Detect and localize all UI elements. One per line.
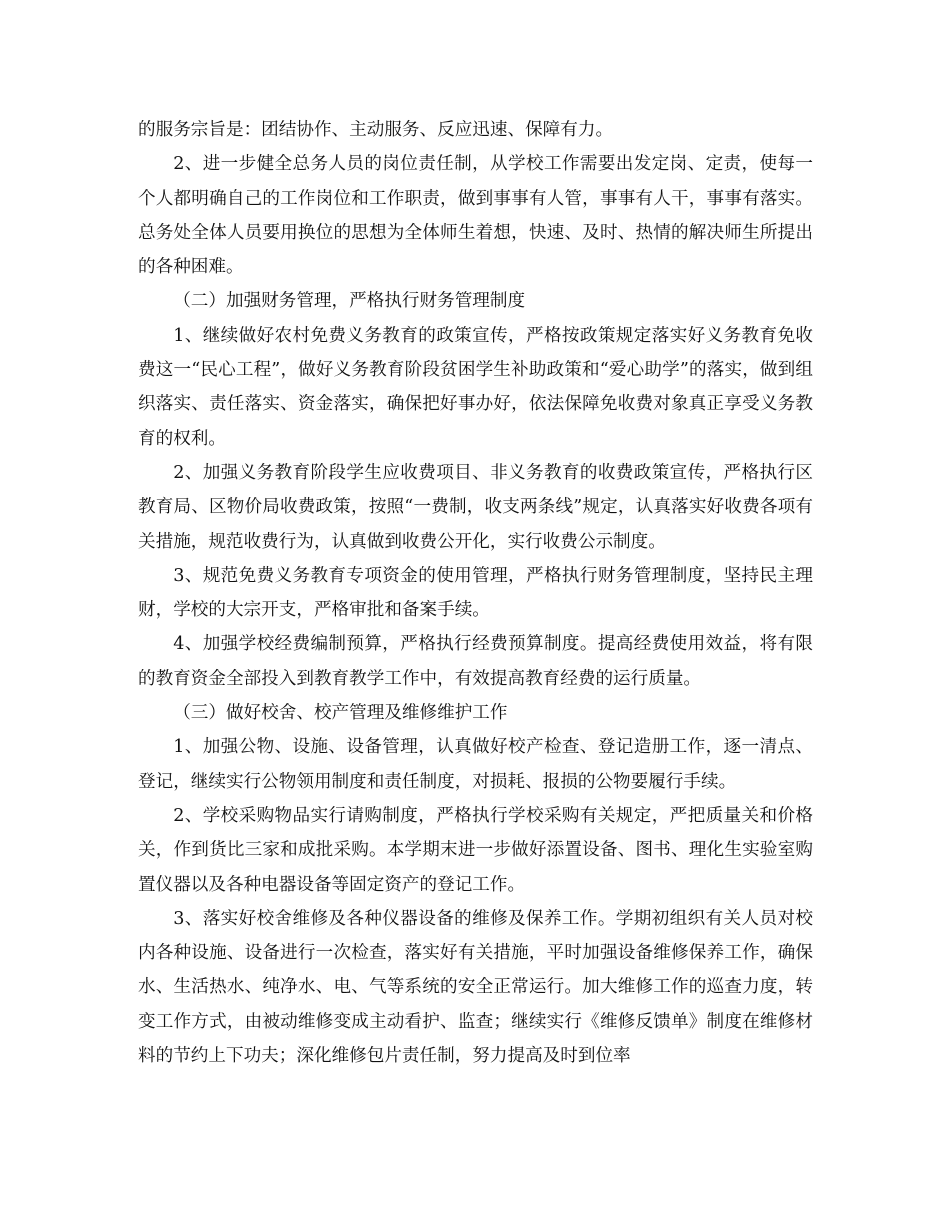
paragraph-finance-item-4: 4、加强学校经费编制预算，严格执行经费预算制度。提高经费使用效益，将有限的教育资金全部投入到教育教学工作中，有效提高教育经费的运行质量。 [138, 634, 813, 689]
paragraph-property-item-3: 3、落实好校舍维修及各种仪器设备的维修及保养工作。学期初组织有关人员对校内各种设施、设备进行一次检查，落实好有关措施，平时加强设备维修保养工作，确保水、生活热水、纯净水、电、气等系统的安全正常运行。加大维修工作的巡查力度，转变工作方式，由被动维修变成主动看护、监查；继续实行《维修反馈单》制度在维修材料的节约上下功夫；深化维修包片责任制，努力提高及时到位率 [138, 908, 813, 1067]
paragraph-property-item-1: 1、加强公物、设施、设备管理，认真做好校产检查、登记造册工作，逐一清点、登记，继续实行公物领用制度和责任制度，对损耗、报损的公物要履行手续。 [138, 737, 813, 792]
paragraph-finance-item-3: 3、规范免费义务教育专项资金的使用管理，严格执行财务管理制度，坚持民主理财，学校的大宗开支，严格审批和备案手续。 [138, 565, 813, 621]
paragraph-continued: 的服务宗旨是：团结协作、主动服务、反应迅速、保障有力。 [138, 120, 614, 140]
section-heading-property: （三）做好校舍、校产管理及维修维护工作 [173, 703, 508, 724]
document-body [138, 113, 813, 1073]
paragraph-property-item-2: 2、学校采购物品实行请购制度，严格执行学校采购有关规定，严把质量关和价格关，作到货比三家和成批采购。本学期末进一步做好添置设备、图书、理化生实验室购置仪器以及各种电器设备等固定资产的登记工作。 [138, 805, 813, 895]
paragraph-finance-item-2: 2、加强义务教育阶段学生应收费项目、非义务教育的收费政策宣传，严格执行区教育局、区物价局收费政策，按照“一费制，收支两条线”规定，认真落实好收费各项有关措施，规范收费行为，认真做到收费公开化，实行收费公示制度。 [138, 462, 813, 552]
section-heading-finance: （二）加强财务管理，严格执行财务管理制度 [173, 291, 526, 312]
paragraph-finance-item-1: 1、继续做好农村免费义务教育的政策宣传，严格按政策规定落实好义务教育免收费这一“民心工程”，做好义务教育阶段贫困学生补助政策和“爱心助学”的落实，做到组织落实、责任落实、资金落实，确保把好事办好，依法保障免收费对象真正享受义务教育的权利。 [138, 325, 813, 449]
paragraph-item-2-duty-system: 2、进一步健全总务人员的岗位责任制，从学校工作需要出发定岗、定责，使每一个人都明确自己的工作岗位和工作职责，做到事事有人管，事事有人干，事事有落实。总务处全体人员要用换位的思想为全体师生着想，快速、及时、热情的解决师生所提出的各种困难。 [138, 154, 813, 278]
